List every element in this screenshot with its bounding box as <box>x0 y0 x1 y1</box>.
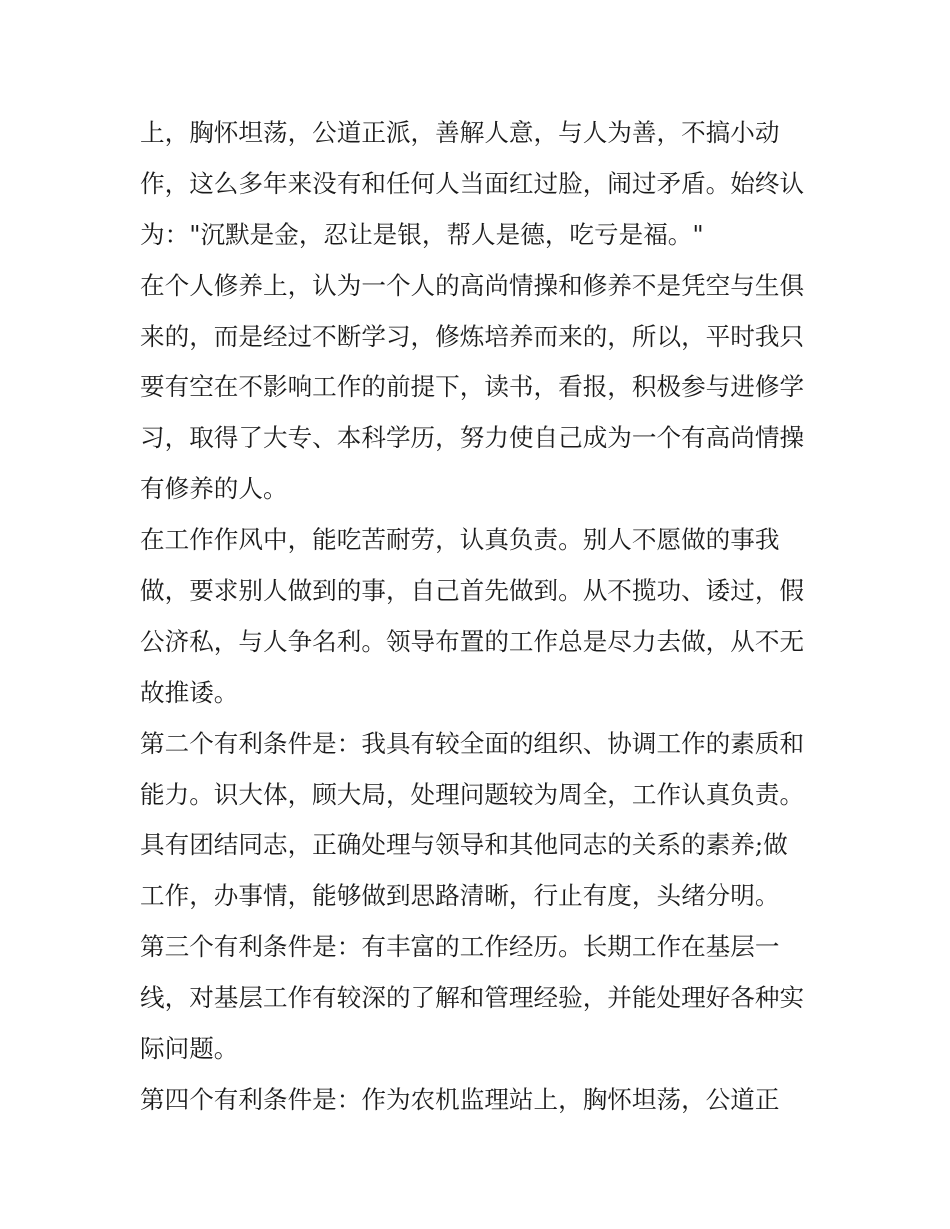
text-line: 要有空在不影响工作的前提下，读书，看报，积极参与进修学 <box>140 372 805 402</box>
text-line: 能力。识大体，顾大局，处理问题较为周全，工作认真负责。 <box>140 779 805 809</box>
text-line: 为："沉默是金，忍让是银，帮人是德，吃亏是福。" <box>140 219 704 249</box>
text-line: 做，要求别人做到的事，自己首先做到。从不揽功、诿过，假 <box>140 576 805 606</box>
text-line: 际问题。 <box>140 1034 239 1064</box>
text-line: 线，对基层工作有较深的了解和管理经验，并能处理好各种实 <box>140 983 805 1013</box>
text-line: 习，取得了大专、本科学历，努力使自己成为一个有高尚情操 <box>140 423 805 453</box>
text-line: 在工作作风中，能吃苦耐劳，认真负责。别人不愿做的事我 <box>140 525 780 555</box>
text-line: 在个人修养上，认为一个人的高尚情操和修养不是凭空与生俱 <box>140 270 805 300</box>
text-line: 第四个有利条件是：作为农机监理站上，胸怀坦荡，公道正 <box>140 1084 780 1114</box>
text-line: 来的，而是经过不断学习，修炼培养而来的，所以，平时我只 <box>140 321 805 351</box>
text-line: 上，胸怀坦荡，公道正派，善解人意，与人为善，不搞小动 <box>140 118 780 147</box>
text-line: 具有团结同志，正确处理与领导和其他同志的关系的素养;做 <box>140 830 788 860</box>
text-line: 第二个有利条件是：我具有较全面的组织、协调工作的素质和 <box>140 728 805 758</box>
text-line: 第三个有利条件是：有丰富的工作经历。长期工作在基层一 <box>140 932 780 962</box>
text-line: 有修养的人。 <box>140 474 288 504</box>
text-line: 故推诿。 <box>140 677 239 707</box>
text-line: 工作，办事情，能够做到思路清晰，行止有度，头绪分明。 <box>140 881 780 911</box>
document-body <box>140 108 816 1126</box>
text-line: 公济私，与人争名利。领导布置的工作总是尽力去做，从不无 <box>140 626 805 656</box>
text-line: 作，这么多年来没有和任何人当面红过脸，闹过矛盾。始终认 <box>140 168 805 198</box>
